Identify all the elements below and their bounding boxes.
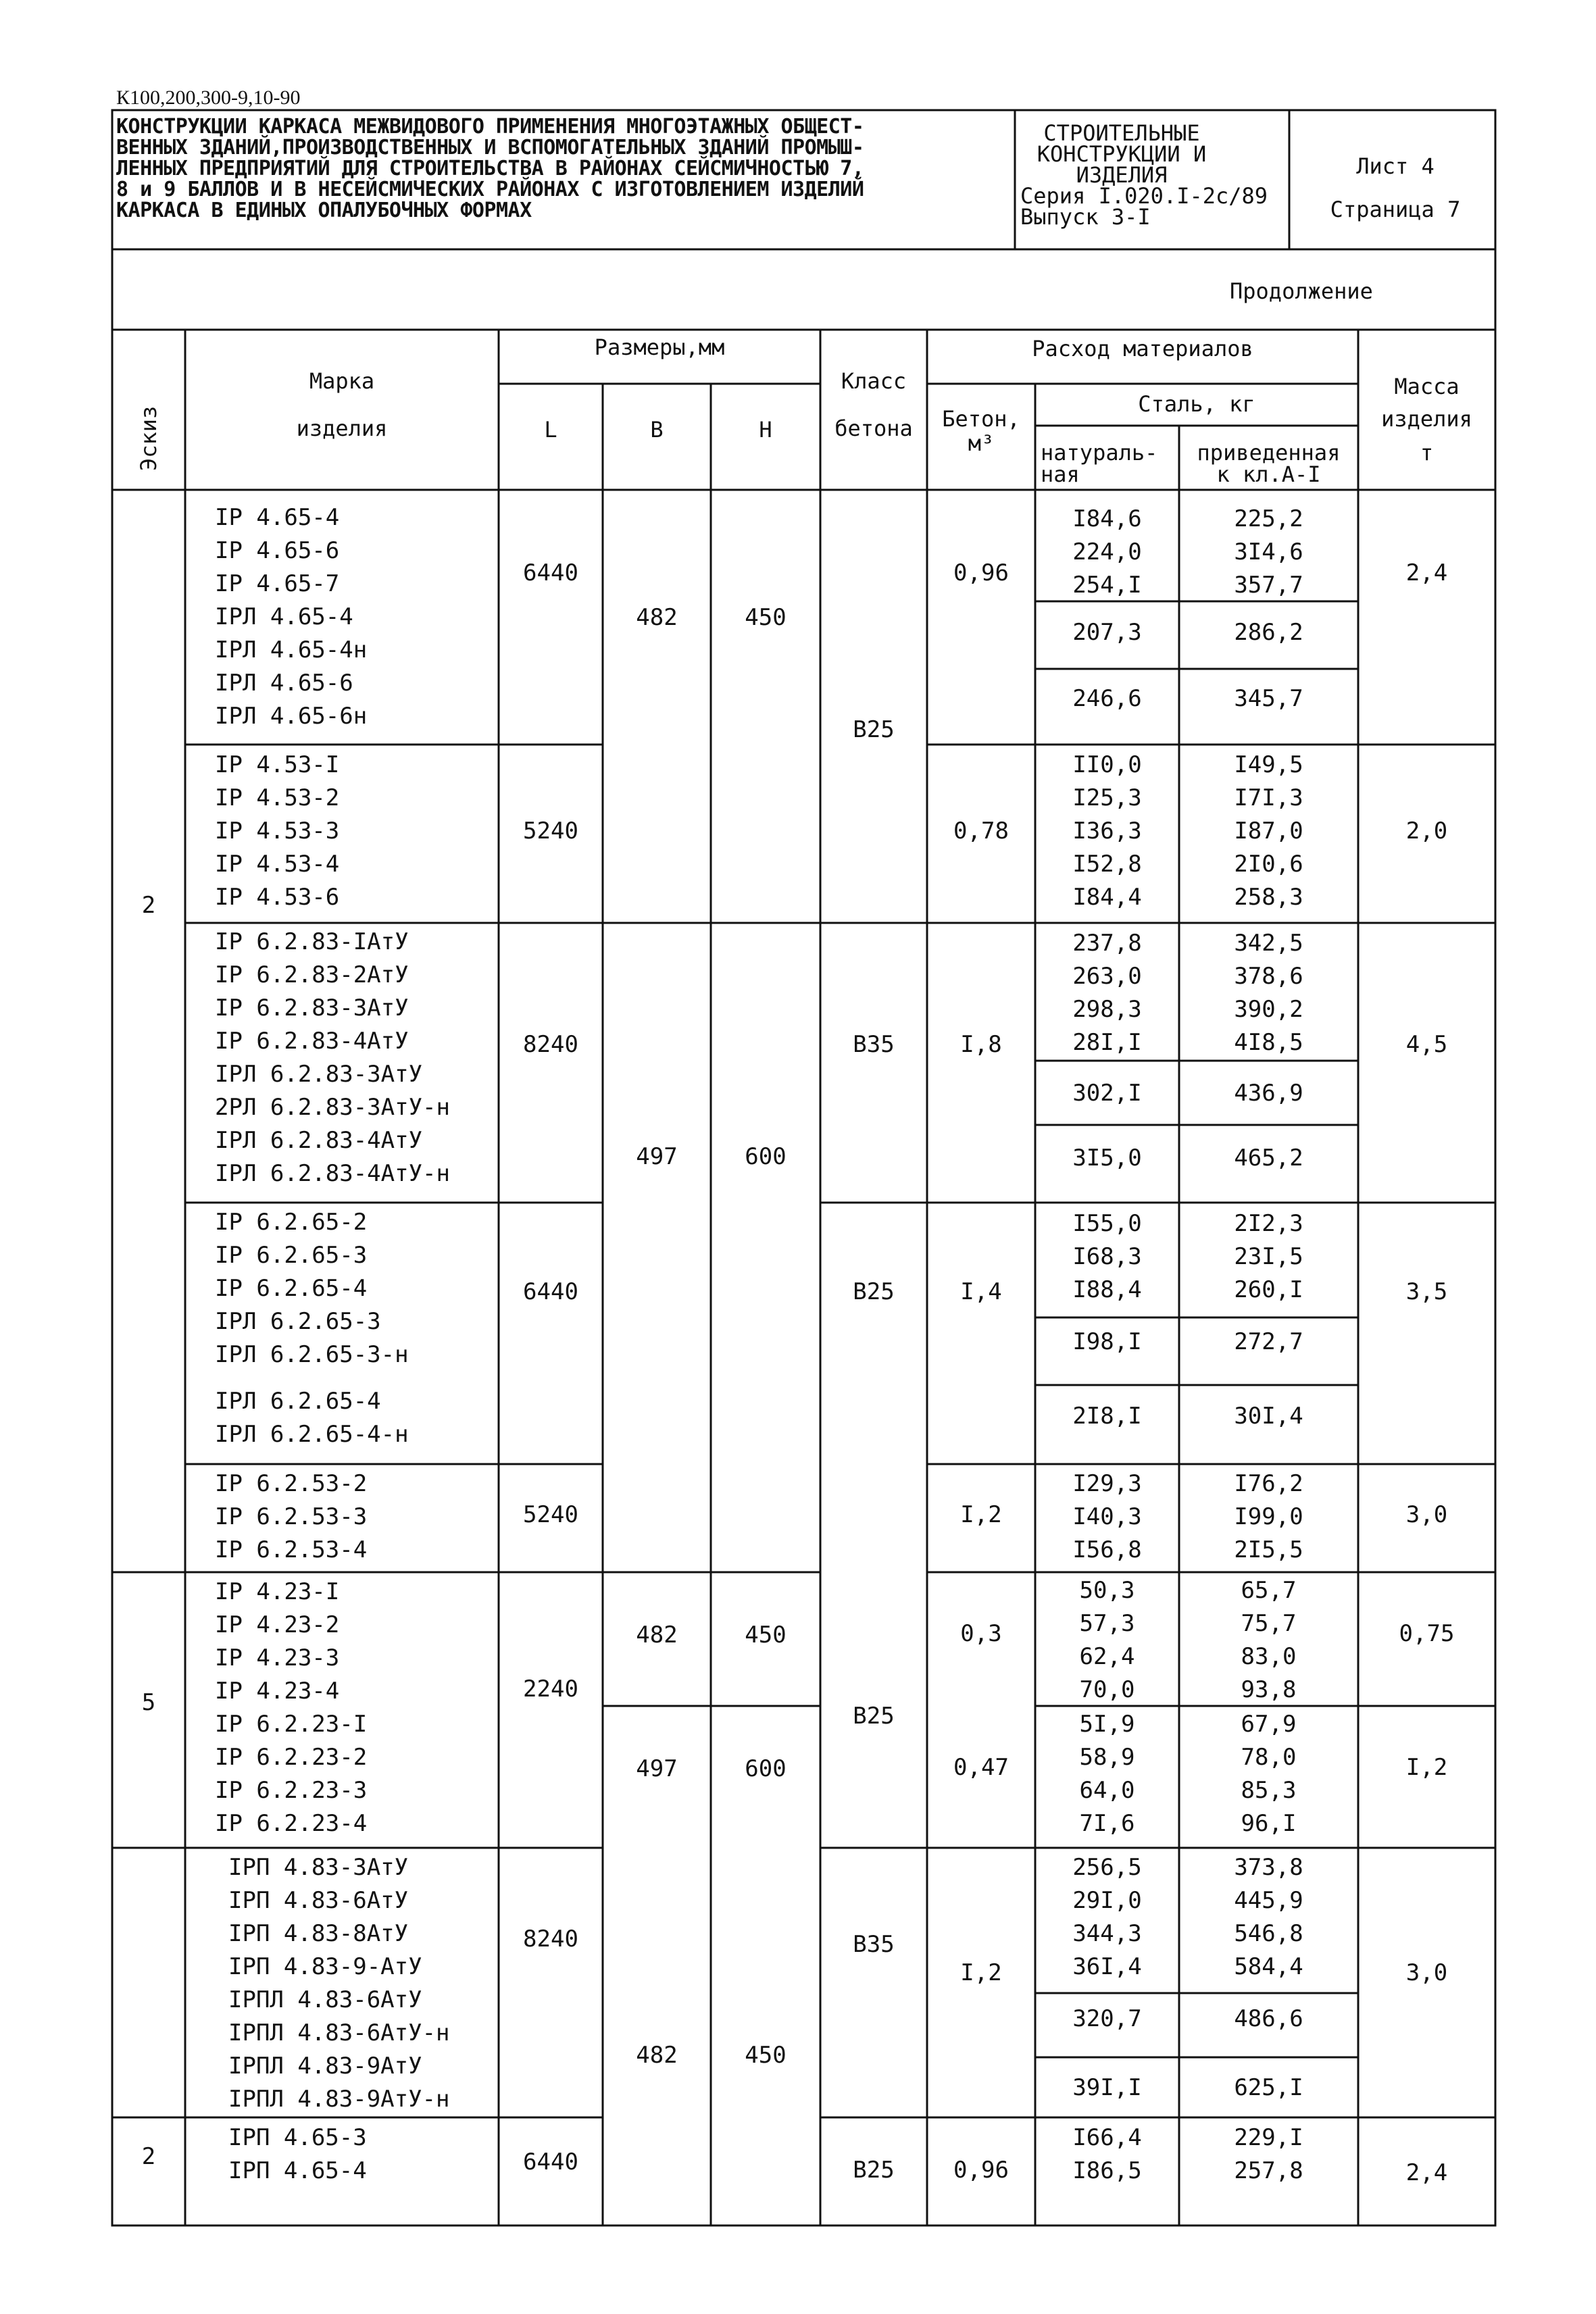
document-code: К100,200,300-9,10-90 — [116, 86, 301, 109]
concrete-volume-cell: 0,3 — [960, 1620, 1002, 1647]
concrete-volume-cell: 0,96 — [953, 2157, 1009, 2184]
col-reduced-1: приведенная — [1197, 440, 1341, 466]
steel-natural-cell: 256,5 29I,0 344,3 36I,4 — [1072, 1854, 1142, 1980]
concrete-volume-cell: 0,96 — [953, 559, 1009, 586]
concrete-class-cell: В25 — [853, 716, 895, 743]
sketch-cell: 5 — [141, 1689, 156, 1716]
mark-cell: IРЛ 6.2.65-4 IРЛ 6.2.65-4-н — [215, 1388, 409, 1448]
col-mass-1: Масса — [1394, 374, 1460, 399]
mass-cell: 2,0 — [1405, 818, 1448, 845]
mass-cell: 3,0 — [1405, 1501, 1448, 1528]
col-class-2: бетона — [834, 416, 913, 441]
concrete-volume-cell: I,2 — [960, 1501, 1002, 1528]
steel-reduced-cell: 225,2 3I4,6 357,7 — [1234, 505, 1303, 599]
steel-reduced-cell: 342,5 378,6 390,2 4I8,5 — [1234, 930, 1303, 1056]
length-cell: 6440 — [523, 1278, 578, 1305]
width-cell: 497 — [636, 1755, 678, 1782]
col-natural-1: натураль- — [1041, 440, 1158, 466]
title-line: КАРКАСА В ЕДИНЫХ ОПАЛУБОЧНЫХ ФОРМАХ — [116, 199, 532, 222]
col-concrete-1: Бетон, — [942, 406, 1020, 432]
title-line: КОНСТРУКЦИИ КАРКАСА МЕЖВИДОВОГО ПРИМЕНЕНИЯ МНОГОЭТАЖНЫХ ОБЩЕСТ- — [116, 115, 864, 139]
steel-natural-cell: 50,3 57,3 62,4 70,0 — [1079, 1577, 1135, 1703]
mass-cell: 3,5 — [1405, 1278, 1448, 1305]
col-reduced-2: к кл.А-I — [1216, 461, 1321, 487]
steel-natural-cell: 5I,9 58,9 64,0 7I,6 — [1079, 1711, 1135, 1837]
concrete-class-cell: В35 — [853, 1931, 895, 1958]
mark-cell: IРП 4.65-3 IРП 4.65-4 — [228, 2124, 367, 2184]
steel-natural-cell: 246,6 — [1072, 685, 1142, 712]
series-line: КОНСТРУКЦИИ И — [1037, 141, 1207, 167]
col-mass-2: изделия — [1381, 406, 1472, 432]
mark-cell: IР 6.2.83-IАтУ IР 6.2.83-2АтУ IР 6.2.83-3АтУ IР 6.2.83-4АтУ IРЛ 6.2.83-3АтУ 2РЛ 6.2.83-3АтУ-н IРЛ 6.2.83-4АтУ IРЛ 6.2.83-4АтУ-н — [215, 928, 450, 1187]
steel-reduced-cell: 30I,4 — [1234, 1403, 1303, 1430]
col-dims: Размеры,мм — [594, 334, 725, 360]
steel-reduced-cell: 67,9 78,0 85,3 96,I — [1241, 1711, 1297, 1837]
steel-natural-cell: 302,I — [1072, 1080, 1142, 1107]
steel-natural-cell: 320,7 — [1072, 2005, 1142, 2032]
steel-reduced-cell: 436,9 — [1234, 1080, 1303, 1107]
concrete-volume-cell: 0,78 — [953, 818, 1009, 845]
concrete-class-cell: В35 — [853, 1031, 895, 1058]
height-cell: 450 — [745, 2042, 787, 2069]
height-cell: 450 — [745, 604, 787, 631]
mass-cell: 4,5 — [1405, 1031, 1448, 1058]
length-cell: 8240 — [523, 1031, 578, 1058]
col-B: В — [650, 417, 664, 443]
width-cell: 482 — [636, 2042, 678, 2069]
document-title — [116, 116, 1008, 221]
steel-natural-cell: I84,6 224,0 254,I — [1072, 505, 1142, 599]
width-cell: 482 — [636, 1621, 678, 1649]
length-cell: 6440 — [523, 2148, 578, 2175]
length-cell: 2240 — [523, 1676, 578, 1703]
concrete-class-cell: В25 — [853, 1703, 895, 1730]
width-cell: 497 — [636, 1143, 678, 1170]
mark-cell: IР 4.53-I IР 4.53-2 IР 4.53-3 IР 4.53-4 IР 4.53-6 — [215, 751, 340, 911]
steel-reduced-cell: 272,7 — [1234, 1328, 1303, 1355]
mass-cell: 0,75 — [1399, 1620, 1455, 1647]
steel-natural-cell: I55,0 I68,3 I88,4 — [1072, 1210, 1142, 1303]
col-mark-2: изделия — [296, 416, 388, 441]
steel-natural-cell: 207,3 — [1072, 619, 1142, 646]
col-sketch: Эскиз — [136, 405, 161, 471]
series-line: Выпуск 3-I — [1020, 204, 1151, 230]
length-cell: 5240 — [523, 818, 578, 845]
mass-cell: 3,0 — [1405, 1959, 1448, 1986]
steel-reduced-cell: 2I2,3 23I,5 260,I — [1234, 1210, 1303, 1303]
width-cell: 482 — [636, 604, 678, 631]
height-cell: 450 — [745, 1621, 787, 1649]
steel-reduced-cell: 373,8 445,9 546,8 584,4 — [1234, 1854, 1303, 1980]
steel-natural-cell: I98,I — [1072, 1328, 1142, 1355]
steel-reduced-cell: 229,I 257,8 — [1234, 2124, 1303, 2184]
steel-natural-cell: 3I5,0 — [1072, 1145, 1142, 1172]
concrete-volume-cell: 0,47 — [953, 1754, 1009, 1781]
title-line: 8 и 9 БАЛЛОВ И В НЕСЕЙСМИЧЕСКИХ РАЙОНАХ С ИЗГОТОВЛЕНИЕМ ИЗДЕЛИЙ — [116, 178, 864, 201]
steel-natural-cell: 237,8 263,0 298,3 28I,I — [1072, 930, 1142, 1056]
concrete-class-cell: В25 — [853, 2157, 895, 2184]
mass-cell: 2,4 — [1405, 2159, 1448, 2186]
mass-cell: I,2 — [1405, 1754, 1448, 1781]
steel-reduced-cell: 65,7 75,7 83,0 93,8 — [1241, 1577, 1297, 1703]
steel-natural-cell: I66,4 I86,5 — [1072, 2124, 1142, 2184]
col-steel: Сталь, кг — [1138, 391, 1255, 417]
col-H: Н — [759, 417, 772, 443]
steel-reduced-cell: I76,2 I99,0 2I5,5 — [1234, 1470, 1303, 1563]
steel-natural-cell: I29,3 I40,3 I56,8 — [1072, 1470, 1142, 1563]
steel-natural-cell: 2I8,I — [1072, 1403, 1142, 1430]
steel-reduced-cell: 345,7 — [1234, 685, 1303, 712]
mass-cell: 2,4 — [1405, 559, 1448, 586]
series-block — [1020, 120, 1291, 230]
mark-cell: IРП 4.83-3АтУ IРП 4.83-6АтУ IРП 4.83-8АтУ IРП 4.83-9-АтУ IРПЛ 4.83-6АтУ IРПЛ 4.83-6АтУ-н IРПЛ 4.83-9АтУ IРПЛ 4.83-9АтУ-н — [228, 1854, 450, 2113]
concrete-class-cell: В25 — [853, 1278, 895, 1305]
height-cell: 600 — [745, 1755, 787, 1782]
continuation-label: Продолжение — [1230, 278, 1373, 304]
sheet-block — [1297, 145, 1493, 231]
title-line: ВЕННЫХ ЗДАНИЙ,ПРОИЗВОДСТВЕННЫХ И ВСПОМОГАТЕЛЬНЫХ ЗДАНИЙ ПРОМЫШ- — [116, 136, 864, 159]
height-cell: 600 — [745, 1143, 787, 1170]
col-L: L — [544, 417, 557, 443]
sheet-number: Лист 4 — [1356, 153, 1435, 179]
mark-cell: IР 6.2.65-2 IР 6.2.65-3 IР 6.2.65-4 IРЛ 6.2.65-3 IРЛ 6.2.65-3-н — [215, 1209, 409, 1368]
mark-cell: IР 4.23-I IР 4.23-2 IР 4.23-3 IР 4.23-4 IР 6.2.23-I IР 6.2.23-2 IР 6.2.23-3 IР 6.2.23-4 — [215, 1578, 368, 1837]
page-number: Страница 7 — [1330, 197, 1461, 222]
mark-cell: IР 6.2.53-2 IР 6.2.53-3 IР 6.2.53-4 — [215, 1470, 368, 1563]
title-line: ЛЕННЫХ ПРЕДПРИЯТИЙ ДЛЯ СТРОИТЕЛЬСТВА В РАЙОНАХ СЕЙСМИЧНОСТЬЮ 7, — [116, 157, 864, 180]
col-class-1: Класс — [841, 368, 907, 394]
concrete-volume-cell: I,8 — [960, 1031, 1002, 1058]
series-line: СТРОИТЕЛЬНЫЕ — [1043, 120, 1200, 146]
col-concrete-2: м³ — [968, 430, 995, 456]
steel-reduced-cell: I49,5 I7I,3 I87,0 2I0,6 258,3 — [1234, 751, 1303, 911]
steel-natural-cell: II0,0 I25,3 I36,3 I52,8 I84,4 — [1072, 751, 1142, 911]
series-line: Серия I.020.I-2с/89 — [1020, 183, 1268, 209]
col-natural-2: ная — [1041, 461, 1080, 487]
length-cell: 8240 — [523, 1926, 578, 1953]
mark-cell: IР 4.65-4 IР 4.65-6 IР 4.65-7 IРЛ 4.65-4 IРЛ 4.65-4н IРЛ 4.65-6 IРЛ 4.65-6н — [215, 504, 368, 730]
col-materials: Расход материалов — [1032, 336, 1253, 361]
steel-reduced-cell: 465,2 — [1234, 1145, 1303, 1172]
concrete-volume-cell: I,4 — [960, 1278, 1002, 1305]
concrete-volume-cell: I,2 — [960, 1959, 1002, 1986]
sketch-cell: 2 — [141, 2143, 156, 2170]
col-mark-1: Марка — [309, 368, 375, 394]
length-cell: 6440 — [523, 559, 578, 586]
steel-reduced-cell: 486,6 — [1234, 2005, 1303, 2032]
steel-reduced-cell: 625,I — [1234, 2074, 1303, 2101]
col-mass-3: т — [1420, 440, 1434, 466]
sketch-cell: 2 — [141, 892, 156, 919]
steel-reduced-cell: 286,2 — [1234, 619, 1303, 646]
steel-natural-cell: 39I,I — [1072, 2074, 1142, 2101]
length-cell: 5240 — [523, 1501, 578, 1528]
series-line: ИЗДЕЛИЯ — [1076, 162, 1168, 188]
